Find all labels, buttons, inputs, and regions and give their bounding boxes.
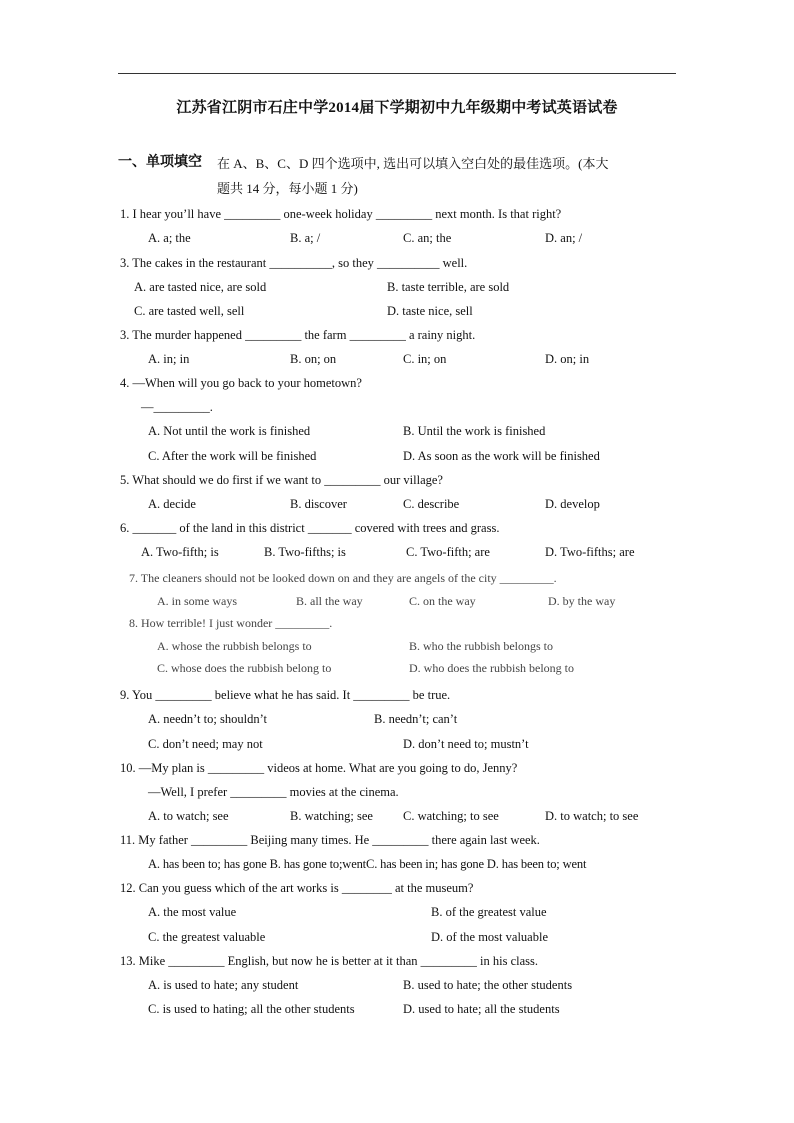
question-3-option-d: D. on; in xyxy=(545,352,590,366)
question-4-option-c: C. After the work will be finished xyxy=(148,449,317,463)
question-3-stem: 3. The murder happened _________ the farm _________ a rainy night. xyxy=(120,328,476,342)
question-7-option-a: A. in some ways xyxy=(157,594,237,608)
question-8-option-d: D. who does the rubbish belong to xyxy=(409,661,574,675)
question-7-option-d: D. by the way xyxy=(548,594,616,608)
question-5-option-c: C. describe xyxy=(403,497,460,511)
question-11-stem: 11. My father _________ Beijing many times. He _________ there again last week. xyxy=(120,833,540,847)
question-12-option-b: B. of the greatest value xyxy=(431,905,547,919)
question-9-option-c: C. don’t need; may not xyxy=(148,737,263,751)
question-4-option-b: B. Until the work is finished xyxy=(403,424,546,438)
question-9-option-a: A. needn’t to; shouldn’t xyxy=(148,712,267,726)
question-4-stem: 4. —When will you go back to your hometown? xyxy=(120,376,362,390)
question-13-option-a: A. is used to hate; any student xyxy=(148,978,299,992)
question-4-stem-reply: —_________. xyxy=(141,400,213,414)
question-12-option-a: A. the most value xyxy=(148,905,237,919)
question-2-option-c: C. are tasted well, sell xyxy=(134,304,245,318)
question-5-stem: 5. What should we do first if we want to _________ our village? xyxy=(120,473,443,487)
question-6-option-c: C. Two-fifth; are xyxy=(406,545,490,559)
question-11-options: A. has been to; has gone B. has gone to;wentC. has been in; has gone D. has been to; went xyxy=(148,857,587,871)
question-6-stem: 6. _______ of the land in this district _______ covered with trees and grass. xyxy=(120,521,500,535)
question-3-option-a: A. in; in xyxy=(148,352,190,366)
question-8-option-b: B. who the rubbish belongs to xyxy=(409,639,553,653)
question-13-option-d: D. used to hate; all the students xyxy=(403,1002,560,1016)
question-10-option-b: B. watching; see xyxy=(290,809,373,823)
question-10-option-d: D. to watch; to see xyxy=(545,809,639,823)
question-4-option-d: D. As soon as the work will be finished xyxy=(403,449,600,463)
question-1-option-a: A. a; the xyxy=(148,231,191,245)
question-5-option-b: B. discover xyxy=(290,497,347,511)
question-9-option-d: D. don’t need to; mustn’t xyxy=(403,737,529,751)
question-2-stem: 3. The cakes in the restaurant __________, so they __________ well. xyxy=(120,256,468,270)
question-7-option-b: B. all the way xyxy=(296,594,363,608)
question-5-option-d: D. develop xyxy=(545,497,600,511)
question-12-stem: 12. Can you guess which of the art works is ________ at the museum? xyxy=(120,881,474,895)
question-13-stem: 13. Mike _________ English, but now he is better at it than _________ in his class. xyxy=(120,954,539,968)
question-1-option-b: B. a; / xyxy=(290,231,321,245)
question-10-stem-reply: —Well, I prefer _________ movies at the cinema. xyxy=(148,785,399,799)
question-2-option-b: B. taste terrible, are sold xyxy=(387,280,510,294)
question-1-option-d: D. an; / xyxy=(545,231,583,245)
question-2-option-a: A. are tasted nice, are sold xyxy=(134,280,267,294)
question-12-option-c: C. the greatest valuable xyxy=(148,930,266,944)
question-10-option-c: C. watching; to see xyxy=(403,809,499,823)
question-9-option-b: B. needn’t; can’t xyxy=(374,712,458,726)
question-13-option-b: B. used to hate; the other students xyxy=(403,978,573,992)
question-8-option-a: A. whose the rubbish belongs to xyxy=(157,639,312,653)
section-instruction xyxy=(217,151,657,201)
question-13-option-c: C. is used to hating; all the other students xyxy=(148,1002,355,1016)
question-8-option-c: C. whose does the rubbish belong to xyxy=(157,661,332,675)
section-label: 一、单项填空 xyxy=(118,155,202,170)
page-title: 江苏省江阴市石庄中学2014届下学期初中九年级期中考试英语试卷 xyxy=(176,100,618,116)
question-6-option-a: A. Two-fifth; is xyxy=(141,545,219,559)
question-5-option-a: A. decide xyxy=(148,497,196,511)
header-rule xyxy=(118,73,676,74)
question-4-option-a: A. Not until the work is finished xyxy=(148,424,311,438)
question-3-option-b: B. on; on xyxy=(290,352,337,366)
question-6-option-d: D. Two-fifths; are xyxy=(545,545,635,559)
question-12-option-d: D. of the most valuable xyxy=(431,930,548,944)
question-7-option-c: C. on the way xyxy=(409,594,476,608)
question-1-option-c: C. an; the xyxy=(403,231,452,245)
question-7-stem: 7. The cleaners should not be looked down on and they are angels of the city _________. xyxy=(129,571,557,585)
question-8-stem: 8. How terrible! I just wonder _________. xyxy=(129,616,333,630)
question-10-stem: 10. —My plan is _________ videos at home. What are you going to do, Jenny? xyxy=(120,761,518,775)
question-1-stem: 1. I hear you’ll have _________ one-week holiday _________ next month. Is that right? xyxy=(120,207,562,221)
section-instruction-line1: 在 A、B、C、D 四个选项中, 选出可以填入空白处的最佳选项。(本大 xyxy=(217,156,609,171)
question-3-option-c: C. in; on xyxy=(403,352,447,366)
section-instruction-line2: 题共 14 分，每小题 1 分) xyxy=(217,181,358,196)
question-10-option-a: A. to watch; see xyxy=(148,809,229,823)
question-6-option-b: B. Two-fifths; is xyxy=(264,545,346,559)
question-9-stem: 9. You _________ believe what he has said. It _________ be true. xyxy=(120,688,451,702)
question-2-option-d: D. taste nice, sell xyxy=(387,304,473,318)
